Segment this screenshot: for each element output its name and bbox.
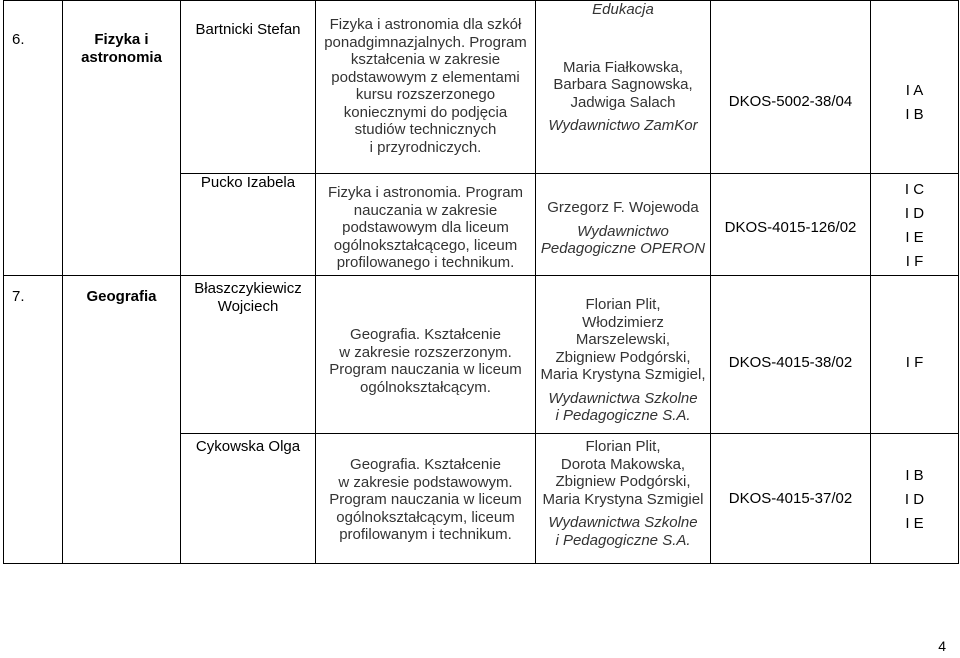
teacher-cell xyxy=(181,174,316,276)
code-cell xyxy=(711,276,871,434)
classes-cell: I F xyxy=(871,276,959,434)
curriculum-table xyxy=(3,0,959,564)
teacher-cell xyxy=(181,434,316,564)
authors-cell: Florian Plit, Dorota Makowska, Zbigniew Podgórski, Maria Krystyna Szmigiel Wydawnictwa Szkolne i Pedagogiczne S.A. xyxy=(536,434,711,564)
classes-cell: I C I D I E I F xyxy=(871,174,959,276)
code-cell xyxy=(711,1,871,174)
row-number-6: 6. xyxy=(4,1,63,276)
program-cell: Geografia. Kształcenie w zakresie rozszerzonym. Program nauczania w liceum ogólnokształcącym. xyxy=(316,276,536,434)
teacher-name: Błaszczykiewicz Wojciech xyxy=(194,280,302,315)
approval-code: DKOS-4015-38/02 xyxy=(728,354,853,371)
teacher-name: Pucko Izabela xyxy=(200,174,296,191)
approval-code: DKOS-4015-126/02 xyxy=(724,219,857,236)
classes-cell: I A I B xyxy=(871,1,959,174)
edukacja-label: Edukacja xyxy=(592,1,654,18)
program-cell: Fizyka i astronomia. Program nauczania w zakresie podstawowym dla liceum ogólnokształcącego, liceum profilowanego i technikum. xyxy=(316,174,536,276)
subject-label: Fizyka i astronomia xyxy=(81,31,162,66)
authors-cell: Edukacja Maria Fiałkowska, Barbara Sagnowska, Jadwiga Salach Wydawnictwo ZamKor xyxy=(536,1,711,174)
authors-cell: Florian Plit, Włodzimierz Marszelewski, Zbigniew Podgórski, Maria Krystyna Szmigiel, Wydawnictwa Szkolne i Pedagogiczne S.A. xyxy=(536,276,711,434)
program-cell: Fizyka i astronomia dla szkół ponadgimnazjalnych. Program kształcenia w zakresie podstawowym z elementami kursu rozszerzonego koniecznymi do podjęcia studiów technicznych i przyrodniczych. xyxy=(316,1,536,174)
teacher-cell xyxy=(181,276,316,434)
page-number: 4 xyxy=(938,638,946,654)
subject-cell xyxy=(63,276,181,564)
program-cell: Geografia. Kształcenie w zakresie podstawowym. Program nauczania w liceum ogólnokształcącym, liceum profilowanym i technikum. xyxy=(316,434,536,564)
subject-cell xyxy=(63,1,181,276)
row-number-7: 7. xyxy=(4,276,63,564)
code-cell xyxy=(711,434,871,564)
teacher-name: Cykowska Olga xyxy=(195,438,301,455)
publisher-label: Wydawnictwo ZamKor xyxy=(548,117,698,134)
approval-code: DKOS-5002-38/04 xyxy=(728,93,853,110)
approval-code: DKOS-4015-37/02 xyxy=(728,490,853,507)
code-cell xyxy=(711,174,871,276)
classes-cell: I B I D I E xyxy=(871,434,959,564)
subject-label: Geografia xyxy=(86,288,157,305)
authors-cell: Grzegorz F. Wojewoda Wydawnictwo Pedagogiczne OPERON xyxy=(536,174,711,276)
teacher-name: Bartnicki Stefan xyxy=(195,21,301,38)
teacher-cell xyxy=(181,1,316,174)
